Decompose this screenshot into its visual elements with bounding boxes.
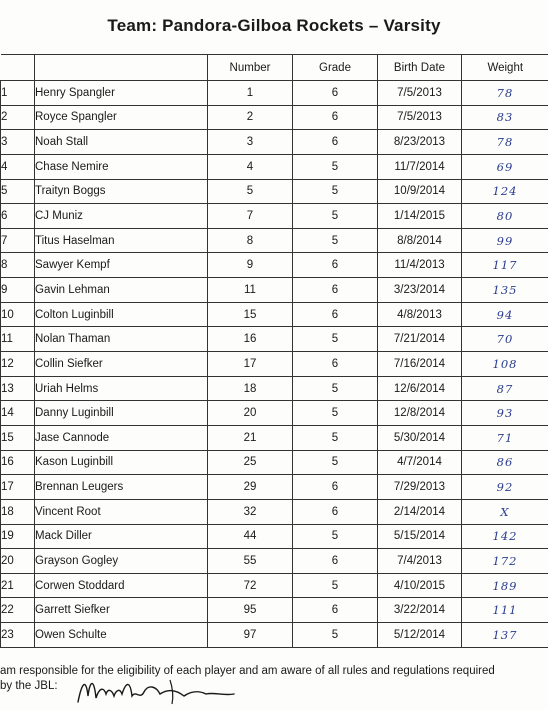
- player-weight: 71: [462, 425, 548, 450]
- table-header-row: [1, 55, 548, 81]
- player-number: 95: [208, 598, 293, 623]
- player-number: 44: [208, 524, 293, 549]
- row-index: 15: [1, 425, 35, 450]
- player-weight: 83: [462, 105, 548, 130]
- table-row: [1, 154, 548, 179]
- header-weight: Weight: [462, 55, 548, 81]
- table-row: [1, 376, 548, 401]
- player-weight: 124: [462, 179, 548, 204]
- player-number: 7: [208, 204, 293, 229]
- player-weight: 70: [462, 327, 548, 352]
- player-grade: 6: [293, 499, 378, 524]
- player-name: Owen Schulte: [35, 623, 208, 648]
- row-index: 21: [1, 573, 35, 598]
- player-weight: 135: [462, 278, 548, 303]
- player-name: Nolan Thaman: [35, 327, 208, 352]
- player-number: 29: [208, 475, 293, 500]
- player-grade: 5: [293, 573, 378, 598]
- player-weight: 87: [462, 376, 548, 401]
- row-index: 16: [1, 450, 35, 475]
- player-grade: 5: [293, 327, 378, 352]
- player-name: Sawyer Kempf: [35, 253, 208, 278]
- row-index: 17: [1, 475, 35, 500]
- player-weight: 189: [462, 573, 548, 598]
- row-index: 11: [1, 327, 35, 352]
- player-birth-date: 7/16/2014: [378, 352, 462, 377]
- table-row: [1, 623, 548, 648]
- player-grade: 6: [293, 475, 378, 500]
- player-weight: 92: [462, 475, 548, 500]
- player-birth-date: 3/23/2014: [378, 278, 462, 303]
- player-birth-date: 8/8/2014: [378, 228, 462, 253]
- table-row: [1, 228, 548, 253]
- player-name: Henry Spangler: [35, 81, 208, 106]
- player-number: 9: [208, 253, 293, 278]
- row-index: 13: [1, 376, 35, 401]
- player-grade: 5: [293, 623, 378, 648]
- player-grade: 5: [293, 179, 378, 204]
- table-row: [1, 302, 548, 327]
- player-name: Jase Cannode: [35, 425, 208, 450]
- row-index: 8: [1, 253, 35, 278]
- table-row: [1, 278, 548, 303]
- player-name: Kason Luginbill: [35, 450, 208, 475]
- table-row: [1, 204, 548, 229]
- table-row: [1, 475, 548, 500]
- player-number: 2: [208, 105, 293, 130]
- player-birth-date: 11/4/2013: [378, 253, 462, 278]
- player-grade: 6: [293, 130, 378, 155]
- table-row: [1, 105, 548, 130]
- table-row: [1, 524, 548, 549]
- table-row: [1, 499, 548, 524]
- player-name: Collin Siefker: [35, 352, 208, 377]
- row-index: 6: [1, 204, 35, 229]
- player-birth-date: 5/12/2014: [378, 623, 462, 648]
- row-index: 20: [1, 549, 35, 574]
- player-number: 21: [208, 425, 293, 450]
- table-row: [1, 81, 548, 106]
- table-row: [1, 598, 548, 623]
- player-birth-date: 7/29/2013: [378, 475, 462, 500]
- player-number: 17: [208, 352, 293, 377]
- player-birth-date: 5/15/2014: [378, 524, 462, 549]
- table-row: [1, 327, 548, 352]
- player-birth-date: 4/10/2015: [378, 573, 462, 598]
- row-index: 18: [1, 499, 35, 524]
- table-row: [1, 130, 548, 155]
- signature-mark: [74, 672, 274, 710]
- table-row: [1, 573, 548, 598]
- player-name: Royce Spangler: [35, 105, 208, 130]
- player-birth-date: 4/7/2014: [378, 450, 462, 475]
- table-row: [1, 253, 548, 278]
- table-row: [1, 450, 548, 475]
- player-birth-date: 3/22/2014: [378, 598, 462, 623]
- eligibility-line-2: by the JBL:: [0, 680, 58, 692]
- table-row: [1, 549, 548, 574]
- player-grade: 6: [293, 549, 378, 574]
- player-weight: 93: [462, 401, 548, 426]
- player-birth-date: 7/4/2013: [378, 549, 462, 574]
- row-index: 23: [1, 623, 35, 648]
- player-name: Colton Luginbill: [35, 302, 208, 327]
- player-birth-date: 12/6/2014: [378, 376, 462, 401]
- player-weight: 86: [462, 450, 548, 475]
- player-grade: 5: [293, 425, 378, 450]
- row-index: 22: [1, 598, 35, 623]
- player-weight: X: [462, 499, 548, 524]
- header-number: Number: [208, 55, 293, 81]
- player-birth-date: 4/8/2013: [378, 302, 462, 327]
- player-name: Brennan Leugers: [35, 475, 208, 500]
- player-name: Vincent Root: [35, 499, 208, 524]
- eligibility-line-1: am responsible for the eligibility of each player and am aware of all rules and regulations required: [0, 665, 495, 677]
- player-number: 11: [208, 278, 293, 303]
- player-birth-date: 8/23/2013: [378, 130, 462, 155]
- player-name: CJ Muniz: [35, 204, 208, 229]
- player-grade: 5: [293, 154, 378, 179]
- row-index: 7: [1, 228, 35, 253]
- player-birth-date: 10/9/2014: [378, 179, 462, 204]
- player-grade: 5: [293, 376, 378, 401]
- player-name: Titus Haselman: [35, 228, 208, 253]
- player-weight: 142: [462, 524, 548, 549]
- roster-table: [0, 54, 548, 648]
- player-number: 32: [208, 499, 293, 524]
- player-name: Gavin Lehman: [35, 278, 208, 303]
- player-number: 1: [208, 81, 293, 106]
- table-row: [1, 179, 548, 204]
- player-birth-date: 5/30/2014: [378, 425, 462, 450]
- player-birth-date: 7/21/2014: [378, 327, 462, 352]
- player-weight: 117: [462, 253, 548, 278]
- row-index: 12: [1, 352, 35, 377]
- player-number: 8: [208, 228, 293, 253]
- player-grade: 5: [293, 524, 378, 549]
- player-birth-date: 7/5/2013: [378, 105, 462, 130]
- player-grade: 5: [293, 450, 378, 475]
- player-grade: 6: [293, 81, 378, 106]
- row-index: 19: [1, 524, 35, 549]
- player-name: Chase Nemire: [35, 154, 208, 179]
- table-row: [1, 401, 548, 426]
- row-index: 10: [1, 302, 35, 327]
- row-index: 3: [1, 130, 35, 155]
- row-index: 4: [1, 154, 35, 179]
- table-row: [1, 352, 548, 377]
- player-birth-date: 11/7/2014: [378, 154, 462, 179]
- player-grade: 6: [293, 302, 378, 327]
- player-grade: 6: [293, 105, 378, 130]
- player-number: 4: [208, 154, 293, 179]
- player-name: Corwen Stoddard: [35, 573, 208, 598]
- player-name: Noah Stall: [35, 130, 208, 155]
- player-name: Traityn Boggs: [35, 179, 208, 204]
- player-weight: 80: [462, 204, 548, 229]
- row-index: 2: [1, 105, 35, 130]
- player-name: Uriah Helms: [35, 376, 208, 401]
- player-grade: 5: [293, 204, 378, 229]
- player-number: 5: [208, 179, 293, 204]
- header-index: [1, 55, 35, 81]
- page-title: Team: Pandora-Gilboa Rockets – Varsity: [107, 16, 441, 35]
- player-weight: 108: [462, 352, 548, 377]
- player-number: 72: [208, 573, 293, 598]
- row-index: 14: [1, 401, 35, 426]
- player-number: 18: [208, 376, 293, 401]
- row-index: 9: [1, 278, 35, 303]
- player-name: Mack Diller: [35, 524, 208, 549]
- table-row: [1, 425, 548, 450]
- header-birth-date: Birth Date: [378, 55, 462, 81]
- player-grade: 6: [293, 598, 378, 623]
- player-weight: 69: [462, 154, 548, 179]
- player-number: 25: [208, 450, 293, 475]
- player-birth-date: 1/14/2015: [378, 204, 462, 229]
- player-birth-date: 2/14/2014: [378, 499, 462, 524]
- player-number: 15: [208, 302, 293, 327]
- player-grade: 6: [293, 352, 378, 377]
- player-weight: 172: [462, 549, 548, 574]
- player-number: 16: [208, 327, 293, 352]
- player-number: 97: [208, 623, 293, 648]
- player-name: Grayson Gogley: [35, 549, 208, 574]
- player-birth-date: 12/8/2014: [378, 401, 462, 426]
- player-name: Garrett Siefker: [35, 598, 208, 623]
- player-birth-date: 7/5/2013: [378, 81, 462, 106]
- player-weight: 137: [462, 623, 548, 648]
- player-weight: 99: [462, 228, 548, 253]
- player-number: 3: [208, 130, 293, 155]
- header-name: [35, 55, 208, 81]
- player-grade: 6: [293, 253, 378, 278]
- player-weight: 94: [462, 302, 548, 327]
- player-number: 20: [208, 401, 293, 426]
- header-grade: Grade: [293, 55, 378, 81]
- player-weight: 78: [462, 81, 548, 106]
- player-weight: 111: [462, 598, 548, 623]
- row-index: 1: [1, 81, 35, 106]
- player-grade: 5: [293, 228, 378, 253]
- player-name: Danny Luginbill: [35, 401, 208, 426]
- player-number: 55: [208, 549, 293, 574]
- player-weight: 78: [462, 130, 548, 155]
- player-grade: 5: [293, 401, 378, 426]
- player-grade: 6: [293, 278, 378, 303]
- row-index: 5: [1, 179, 35, 204]
